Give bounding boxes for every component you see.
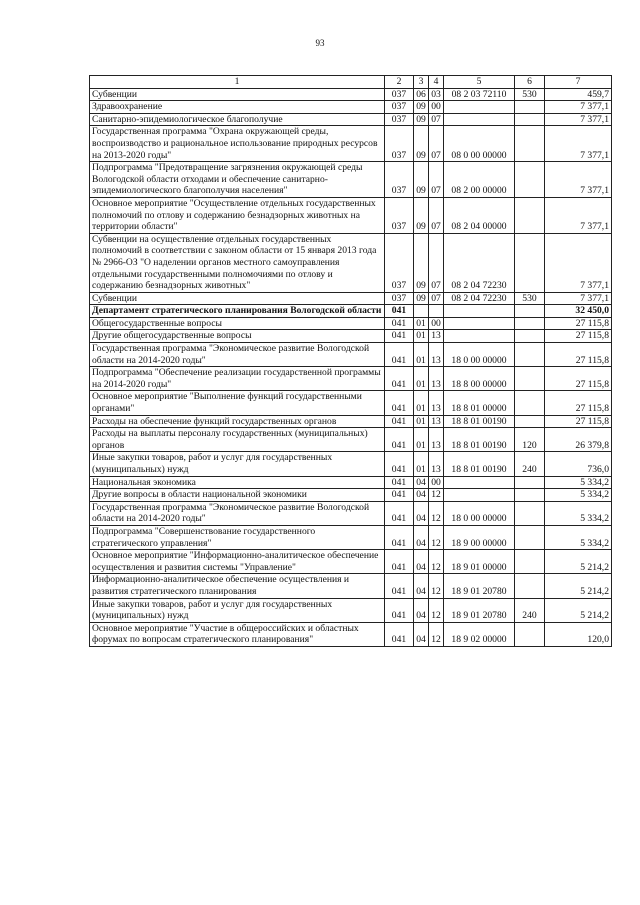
row-amount: 736,0 — [545, 452, 612, 476]
header-col-7: 7 — [545, 76, 612, 89]
row-amount: 5 334,2 — [545, 489, 612, 502]
row-name: Здравоохранение — [90, 101, 385, 114]
row-amount: 27 115,8 — [545, 330, 612, 343]
row-amount: 27 115,8 — [545, 317, 612, 330]
row-amount: 5 214,2 — [545, 598, 612, 622]
table-row — [90, 428, 612, 452]
row-admin-code: 041 — [385, 391, 414, 415]
row-name: Подпрограмма "Совершенствование государственного стратегического управления" — [90, 525, 385, 549]
row-expense-type: 530 — [515, 292, 545, 305]
row-section: 04 — [414, 501, 429, 525]
header-col-5: 5 — [444, 76, 515, 89]
row-target-article: 18 0 00 00000 — [444, 343, 515, 367]
row-target-article: 18 9 01 20780 — [444, 598, 515, 622]
row-target-article: 18 8 01 00190 — [444, 415, 515, 428]
row-subsection: 12 — [429, 489, 444, 502]
row-name: Основное мероприятие "Выполнение функций государственными органами" — [90, 391, 385, 415]
table-row — [90, 233, 612, 292]
row-admin-code: 037 — [385, 233, 414, 292]
row-name: Государственная программа "Экономическое развитие Вологодской области на 2014-2020 годы" — [90, 501, 385, 525]
table-row — [90, 598, 612, 622]
row-target-article — [444, 317, 515, 330]
row-target-article: 08 0 00 00000 — [444, 126, 515, 162]
table-row — [90, 489, 612, 502]
row-target-article — [444, 305, 515, 318]
row-subsection: 00 — [429, 476, 444, 489]
row-expense-type: 240 — [515, 598, 545, 622]
row-subsection: 07 — [429, 233, 444, 292]
row-subsection: 12 — [429, 574, 444, 598]
row-amount: 7 377,1 — [545, 126, 612, 162]
row-section: 01 — [414, 428, 429, 452]
table-row — [90, 501, 612, 525]
row-amount: 7 377,1 — [545, 162, 612, 198]
table-row — [90, 197, 612, 233]
header-col-6: 6 — [515, 76, 545, 89]
row-section: 01 — [414, 415, 429, 428]
row-target-article: 18 9 01 20780 — [444, 574, 515, 598]
row-expense-type — [515, 391, 545, 415]
row-expense-type — [515, 489, 545, 502]
row-admin-code: 041 — [385, 317, 414, 330]
row-subsection: 00 — [429, 317, 444, 330]
row-amount: 27 115,8 — [545, 343, 612, 367]
row-amount: 7 377,1 — [545, 101, 612, 114]
row-subsection: 13 — [429, 428, 444, 452]
row-expense-type — [515, 317, 545, 330]
row-amount: 459,7 — [545, 88, 612, 101]
table-row — [90, 452, 612, 476]
row-expense-type — [515, 622, 545, 646]
row-target-article — [444, 330, 515, 343]
row-expense-type — [515, 343, 545, 367]
row-name: Общегосударственные вопросы — [90, 317, 385, 330]
row-name: Другие вопросы в области национальной экономики — [90, 489, 385, 502]
row-section: 04 — [414, 489, 429, 502]
row-admin-code: 041 — [385, 415, 414, 428]
row-subsection: 07 — [429, 162, 444, 198]
row-section — [414, 305, 429, 318]
row-target-article: 18 9 02 00000 — [444, 622, 515, 646]
row-section: 09 — [414, 197, 429, 233]
row-target-article: 18 9 00 00000 — [444, 525, 515, 549]
table-row — [90, 415, 612, 428]
row-name: Другие общегосударственные вопросы — [90, 330, 385, 343]
row-expense-type: 530 — [515, 88, 545, 101]
row-admin-code: 041 — [385, 501, 414, 525]
row-admin-code: 041 — [385, 550, 414, 574]
row-admin-code: 041 — [385, 574, 414, 598]
row-subsection: 12 — [429, 622, 444, 646]
row-expense-type — [515, 525, 545, 549]
row-subsection: 12 — [429, 550, 444, 574]
row-admin-code: 037 — [385, 88, 414, 101]
row-target-article: 08 2 04 00000 — [444, 197, 515, 233]
row-subsection: 03 — [429, 88, 444, 101]
row-amount: 26 379,8 — [545, 428, 612, 452]
budget-table — [89, 75, 612, 647]
row-amount: 27 115,8 — [545, 415, 612, 428]
row-admin-code: 041 — [385, 305, 414, 318]
row-admin-code: 041 — [385, 476, 414, 489]
row-name: Субвенции — [90, 88, 385, 101]
row-expense-type — [515, 550, 545, 574]
row-section: 09 — [414, 126, 429, 162]
row-expense-type: 120 — [515, 428, 545, 452]
row-admin-code: 041 — [385, 598, 414, 622]
row-expense-type — [515, 574, 545, 598]
header-col-2: 2 — [385, 76, 414, 89]
row-name: Основное мероприятие "Осуществление отдельных государственных полномочий по отлову и содержанию безнадзорных животных на территории области" — [90, 197, 385, 233]
row-amount: 5 214,2 — [545, 574, 612, 598]
row-expense-type — [515, 330, 545, 343]
row-subsection: 13 — [429, 391, 444, 415]
row-target-article: 18 8 01 00000 — [444, 391, 515, 415]
row-section: 04 — [414, 476, 429, 489]
row-target-article: 18 0 00 00000 — [444, 501, 515, 525]
row-section: 01 — [414, 343, 429, 367]
row-subsection: 07 — [429, 292, 444, 305]
row-subsection: 12 — [429, 598, 444, 622]
row-expense-type — [515, 197, 545, 233]
row-expense-type — [515, 101, 545, 114]
row-name: Расходы на выплаты персоналу государственных (муниципальных) органов — [90, 428, 385, 452]
row-target-article: 18 9 01 00000 — [444, 550, 515, 574]
row-section: 01 — [414, 330, 429, 343]
row-expense-type — [515, 126, 545, 162]
row-target-article: 18 8 01 00190 — [444, 452, 515, 476]
row-amount: 5 214,2 — [545, 550, 612, 574]
row-section: 04 — [414, 574, 429, 598]
row-subsection: 07 — [429, 197, 444, 233]
row-admin-code: 037 — [385, 292, 414, 305]
table-row — [90, 476, 612, 489]
row-expense-type — [515, 367, 545, 391]
row-section: 09 — [414, 101, 429, 114]
table-row — [90, 343, 612, 367]
row-name: Государственная программа "Экономическое развитие Вологодской области на 2014-2020 годы" — [90, 343, 385, 367]
table-row — [90, 525, 612, 549]
table-row — [90, 574, 612, 598]
table-row — [90, 317, 612, 330]
row-amount: 32 450,0 — [545, 305, 612, 318]
table-row — [90, 391, 612, 415]
row-name: Подпрограмма "Обеспечение реализации государственной программы на 2014-2020 годы" — [90, 367, 385, 391]
row-subsection: 13 — [429, 330, 444, 343]
table-row — [90, 162, 612, 198]
row-section: 04 — [414, 598, 429, 622]
row-name: Субвенции на осуществление отдельных государственных полномочий в соответствии с законом области от 15 января 2013 года № 2966-ОЗ "О наделении органов местного самоуправления отдельными государственными полномочиями по отлову и содержанию безнадзорных животных" — [90, 233, 385, 292]
row-section: 01 — [414, 317, 429, 330]
row-section: 04 — [414, 622, 429, 646]
row-section: 09 — [414, 233, 429, 292]
row-section: 04 — [414, 550, 429, 574]
row-subsection: 13 — [429, 343, 444, 367]
row-subsection — [429, 305, 444, 318]
row-name: Подпрограмма "Предотвращение загрязнения окружающей среды Вологодской области отходами и обеспечение санитарно-эпидемиологического благополучия населения" — [90, 162, 385, 198]
table-row — [90, 330, 612, 343]
row-target-article: 18 8 00 00000 — [444, 367, 515, 391]
row-target-article: 08 2 00 00000 — [444, 162, 515, 198]
table-row — [90, 305, 612, 318]
row-amount: 7 377,1 — [545, 113, 612, 126]
page-number: 93 — [315, 38, 325, 48]
row-admin-code: 041 — [385, 367, 414, 391]
row-subsection: 13 — [429, 452, 444, 476]
row-target-article: 18 8 01 00190 — [444, 428, 515, 452]
header-col-3: 3 — [414, 76, 429, 89]
row-admin-code: 041 — [385, 428, 414, 452]
row-amount: 5 334,2 — [545, 476, 612, 489]
row-section: 04 — [414, 525, 429, 549]
row-name: Санитарно-эпидемиологическое благополучие — [90, 113, 385, 126]
row-admin-code: 041 — [385, 622, 414, 646]
row-expense-type — [515, 113, 545, 126]
row-section: 01 — [414, 452, 429, 476]
row-admin-code: 041 — [385, 343, 414, 367]
row-subsection: 12 — [429, 501, 444, 525]
row-subsection: 13 — [429, 415, 444, 428]
row-expense-type — [515, 415, 545, 428]
row-name: Субвенции — [90, 292, 385, 305]
header-col-4: 4 — [429, 76, 444, 89]
row-target-article — [444, 101, 515, 114]
row-name: Государственная программа "Охрана окружающей среды, воспроизводство и рациональное использование природных ресурсов на 2013-2020 годы" — [90, 126, 385, 162]
row-admin-code: 037 — [385, 162, 414, 198]
row-admin-code: 037 — [385, 126, 414, 162]
row-section: 09 — [414, 292, 429, 305]
row-expense-type — [515, 162, 545, 198]
row-section: 01 — [414, 391, 429, 415]
row-name: Расходы на обеспечение функций государственных органов — [90, 415, 385, 428]
table-row — [90, 88, 612, 101]
row-name: Основное мероприятие "Участие в общероссийских и областных форумах по вопросам стратегического планирования" — [90, 622, 385, 646]
row-target-article: 08 2 04 72230 — [444, 292, 515, 305]
row-name: Национальная экономика — [90, 476, 385, 489]
row-admin-code: 037 — [385, 101, 414, 114]
row-amount: 5 334,2 — [545, 525, 612, 549]
row-name: Департамент стратегического планирования Вологодской области — [90, 305, 385, 318]
table-row — [90, 550, 612, 574]
row-admin-code: 041 — [385, 330, 414, 343]
table-row — [90, 622, 612, 646]
row-admin-code: 041 — [385, 525, 414, 549]
row-amount: 27 115,8 — [545, 367, 612, 391]
row-section: 06 — [414, 88, 429, 101]
row-expense-type — [515, 476, 545, 489]
table-row — [90, 292, 612, 305]
row-amount: 120,0 — [545, 622, 612, 646]
row-name: Иные закупки товаров, работ и услуг для государственных (муниципальных) нужд — [90, 452, 385, 476]
row-target-article — [444, 113, 515, 126]
row-expense-type — [515, 233, 545, 292]
row-admin-code: 041 — [385, 489, 414, 502]
row-target-article: 08 2 03 72110 — [444, 88, 515, 101]
table-body — [90, 88, 612, 646]
row-name: Информационно-аналитическое обеспечение осуществления и развития стратегического планирования — [90, 574, 385, 598]
row-target-article — [444, 476, 515, 489]
row-subsection: 12 — [429, 525, 444, 549]
header-row — [90, 76, 612, 89]
row-subsection: 07 — [429, 113, 444, 126]
row-name: Основное мероприятие "Информационно-аналитическое обеспечение осуществления и развития системы "Управление" — [90, 550, 385, 574]
row-amount: 27 115,8 — [545, 391, 612, 415]
table-row — [90, 367, 612, 391]
table-row — [90, 101, 612, 114]
row-subsection: 00 — [429, 101, 444, 114]
row-expense-type: 240 — [515, 452, 545, 476]
row-amount: 7 377,1 — [545, 233, 612, 292]
row-target-article: 08 2 04 72230 — [444, 233, 515, 292]
table-row — [90, 126, 612, 162]
row-amount: 7 377,1 — [545, 292, 612, 305]
row-section: 09 — [414, 162, 429, 198]
row-expense-type — [515, 305, 545, 318]
row-section: 01 — [414, 367, 429, 391]
table-row — [90, 113, 612, 126]
row-subsection: 13 — [429, 367, 444, 391]
row-expense-type — [515, 501, 545, 525]
row-amount: 5 334,2 — [545, 501, 612, 525]
row-amount: 7 377,1 — [545, 197, 612, 233]
row-admin-code: 037 — [385, 113, 414, 126]
row-name: Иные закупки товаров, работ и услуг для государственных (муниципальных) нужд — [90, 598, 385, 622]
row-admin-code: 041 — [385, 452, 414, 476]
row-target-article — [444, 489, 515, 502]
row-admin-code: 037 — [385, 197, 414, 233]
header-col-1: 1 — [90, 76, 385, 89]
row-subsection: 07 — [429, 126, 444, 162]
row-section: 09 — [414, 113, 429, 126]
